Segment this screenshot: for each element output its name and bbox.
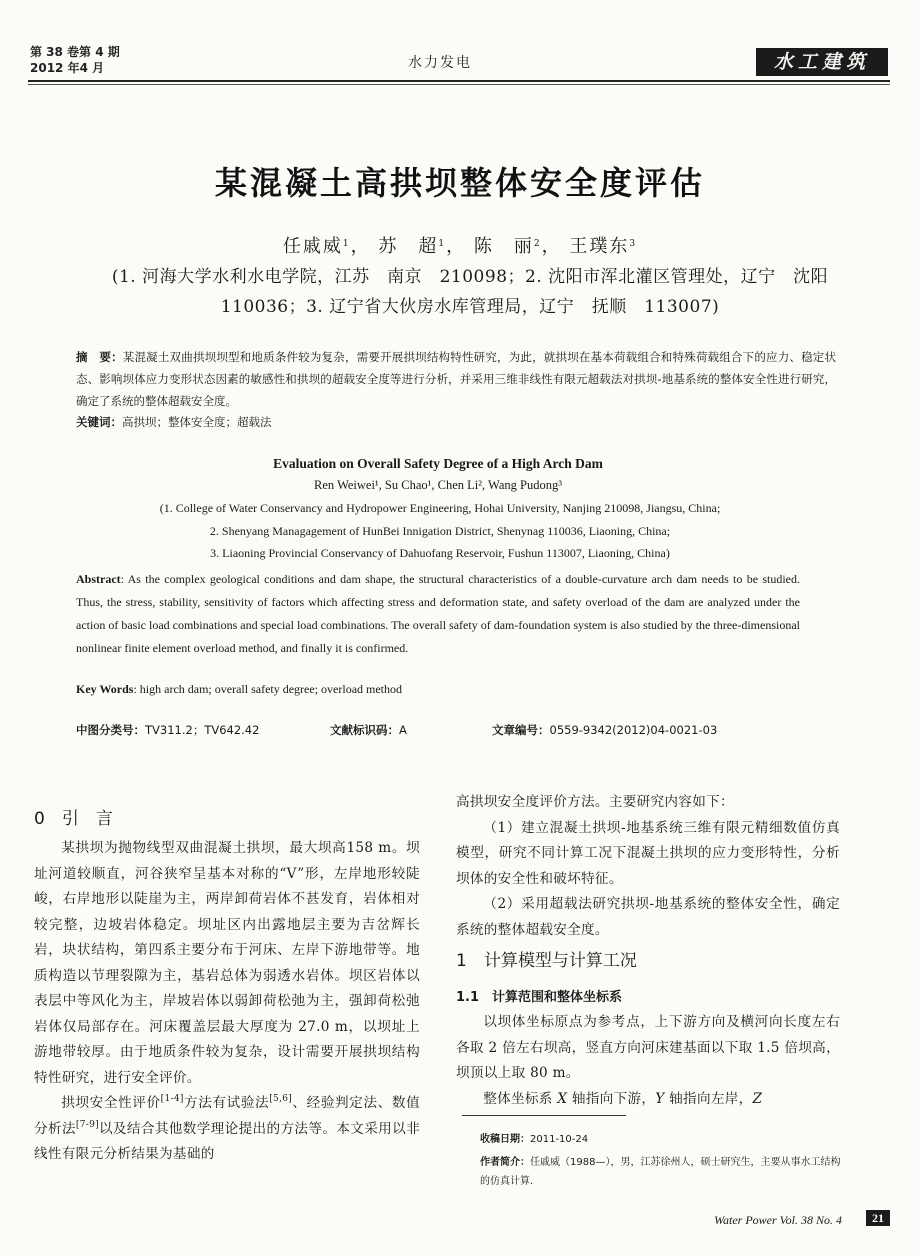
affiliation-line: (1. 河海大学水利水电学院，江苏 南京 210098；2. 沈阳市浑北灌区管理处，辽宁 沈阳 [111, 267, 829, 287]
text-run: 以及结合其他数学理论提出的方法等。本文采用以非线性有限元分析结果为基础的 [34, 1120, 420, 1162]
english-abstract [76, 568, 800, 660]
citation: [7-9] [75, 1119, 99, 1130]
doc-label: 文献标识码： [330, 723, 399, 737]
author-name: 苏 超 [378, 236, 439, 257]
english-keywords-text: : high arch dam; overall safety degree; overload method [133, 682, 403, 696]
english-authors: Ren Weiwei¹, Su Chao¹, Chen Li², Wang Pudong³ [314, 478, 562, 492]
paragraph: （2）采用超载法研究拱坝-地基系统的整体安全性，确定系统的整体超载安全度。 [456, 896, 840, 938]
author-sup: 1 [342, 239, 351, 249]
footnote-rule [462, 1115, 626, 1116]
right-column-body [456, 1010, 840, 1112]
left-column-body [34, 836, 420, 1168]
english-keywords [76, 682, 402, 697]
english-affiliation-2: 2. Shenyang Managagement of HunBei Innigation District, Shenynag 110036, Liaoning, China; [209, 524, 671, 538]
affiliation-line: 110036；3. 辽宁省大伙房水库管理局，辽宁 抚顺 113007) [220, 297, 720, 317]
abstract-cn [76, 346, 836, 412]
english-title: Evaluation on Overall Safety Degree of a High Arch Dam [273, 456, 603, 471]
paragraph: 某拱坝为抛物线型双曲混凝土拱坝，最大坝高158 m。坝址河道较顺直，河谷狭窄呈基本对称的“V”形，左岸地形较陡峻，右岸地形以陡崖为主，两岸卸荷岩体不甚发育，岩体相对较完整，边坡岩体稳定。坝址区内出露地层主要为吉岔辉长岩，块状结构，第四系主要分布于河床、左岸下游地带等。地质构造以节理裂隙为主，基岩总体为弱透水岩体。坝区岩体以表层中等风化为主，岸坡岩体以弱卸荷松弛为主，强卸荷松弛岩体仅局部存在。河床覆盖层最大厚度为 27.0 m，以坝址上游地带较厚。由于地质条件较为复杂，设计需要开展拱坝结构特性研究，进行安全评价。 [34, 840, 420, 1086]
paragraph [34, 1091, 420, 1168]
author-sup: 3 [629, 239, 638, 249]
abstract-label: 摘 要： [76, 350, 123, 364]
author-list: 任戚威$^1$， 苏 超$^1$， 陈 丽$^2$， 王璞东$^3$ [282, 236, 638, 257]
math-symbol: Z [752, 1090, 763, 1107]
section-0-heading: 0 引 言 [34, 809, 113, 829]
paragraph: 以坝体坐标原点为参考点，上下游方向及横河向长度左右各取 2 倍左右坝高，竖直方向河床建基面以下取 1.5 倍坝高，坝顶以上取 80 m。 [456, 1014, 840, 1081]
bio-label: 作者简介： [480, 1157, 530, 1168]
keywords-label: 关键词： [76, 415, 122, 429]
author-sup: 1 [438, 239, 447, 249]
text-run: 方法有试验法 [183, 1095, 270, 1111]
section-1-heading: 1 计算模型与计算工况 [456, 951, 637, 971]
doc-code [330, 722, 407, 738]
column-tag: 水工建筑 [756, 48, 888, 76]
author-sup: 2 [533, 239, 542, 249]
text-run: 轴指向下游， [567, 1090, 656, 1107]
section-1-1-heading: 1.1 计算范围和整体坐标系 [456, 990, 623, 1005]
paper-title: 某混凝土高拱坝整体安全度评估 [214, 164, 705, 202]
bio-text: 任戚威（1988—），男，江苏徐州人，硕士研究生，主要从事水工结构的仿真计算. [480, 1157, 841, 1187]
affiliation-cn [60, 262, 880, 322]
citation: [5,6] [269, 1094, 293, 1104]
journal-name: 水力发电 [408, 55, 472, 71]
english-abstract-label: Abstract [76, 572, 121, 586]
paragraph [456, 1087, 840, 1113]
text-run: 、经验判定法、数值分析法 [34, 1095, 420, 1137]
text-run: 轴指向左岸， [664, 1090, 753, 1107]
footer-journal: Water Power Vol. 38 No. 4 [714, 1213, 842, 1227]
english-affiliation-1: (1. College of Water Conservancy and Hydropower Engineering, Hohai University, Nanjing 210098, Jiangsu, China; [159, 501, 721, 515]
author-bio [480, 1153, 850, 1191]
page-number: 21 [866, 1210, 890, 1226]
citation: [1-4] [160, 1094, 184, 1104]
paragraph: 高拱坝安全度评价方法。主要研究内容如下： [456, 794, 734, 810]
received-date [480, 1130, 850, 1149]
author-name: 任戚威 [282, 236, 343, 257]
author-name: 陈 丽 [473, 236, 534, 257]
clc-label: 中图分类号： [76, 723, 145, 737]
math-symbol: Y [655, 1090, 665, 1107]
english-keywords-label: Key Words [76, 682, 134, 696]
doc-value: A [399, 723, 407, 737]
clc-value: TV311.2；TV642.42 [145, 723, 260, 737]
article-value: 0559-9342(2012)04-0021-03 [549, 723, 718, 737]
english-affiliation-3: 3. Liaoning Provincial Conservancy of Dahuofang Reservoir, Fushun 113007, Liaoning, China) [210, 546, 670, 560]
author-name: 王璞东 [569, 236, 630, 257]
received-label: 收稿日期： [480, 1134, 530, 1145]
issue-date: 2012 年4 月 [30, 61, 105, 75]
article-label: 文章编号： [492, 723, 550, 737]
keywords-text: 高拱坝；整体安全度；超载法 [122, 415, 272, 429]
header-rule [28, 80, 890, 82]
keywords-cn [76, 414, 272, 430]
paragraph: （1）建立混凝土拱坝-地基系统三维有限元精细数值仿真模型，研究不同计算工况下混凝土拱坝的应力变形特性，分析坝体的安全性和破坏特征。 [456, 819, 840, 887]
abstract-text: 某混凝土双曲拱坝坝型和地质条件较为复杂，需要开展拱坝结构特性研究，为此，就拱坝在基本荷载组合和特殊荷载组合下的应力、稳定状态、影响坝体应力变形状态因素的敏感性和拱坝的超载安全度等进行分析，并采用三维非线性有限元超载法对拱坝-地基系统的整体安全性进行研究，确定了系统的整体超载安全度。 [76, 350, 836, 408]
clc-number [76, 722, 259, 738]
issue-volume: 第 38 卷第 4 期 [30, 45, 120, 59]
article-number [492, 722, 717, 738]
text-run: 拱坝安全性评价 [61, 1095, 161, 1111]
received-value: 2011-10-24 [530, 1134, 589, 1145]
math-symbol: X [557, 1090, 568, 1107]
text-run: 整体坐标系 [483, 1090, 558, 1107]
right-column-intro [456, 790, 840, 943]
header-rule-thin [28, 84, 890, 85]
english-abstract-text: : As the complex geological conditions and dam shape, the structural characteristics of a double-curvature arch dam needs to be studied. Thus, the stress, stability, sensitivity of factors which affecting stress and deformation state, and safety overload of the dam are analyzed under the action of basic load combinations and special load combinations. The overall safety of dam-foundation system is also studied by the three-dimensional nonlinear finite element overload method, and finally it is confirmed. [76, 572, 800, 655]
